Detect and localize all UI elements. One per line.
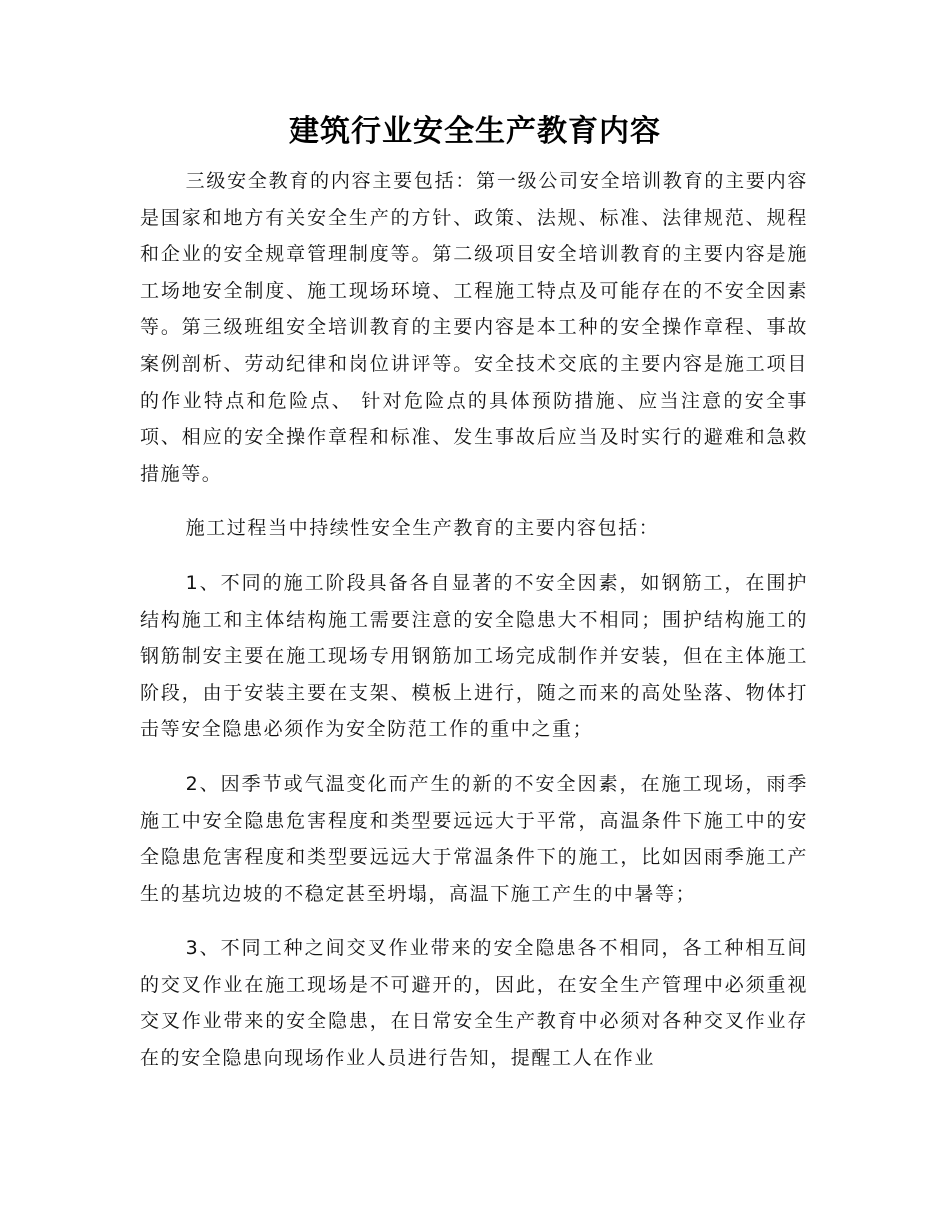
paragraph-continuous-education-intro: 施工过程当中持续性安全生产教育的主要内容包括：: [185, 517, 660, 540]
paragraph-item-2: 2、因季节或气温变化而产生的新的不安全因素，在施工现场，雨季施工中安全隐患危害程度和类型要远远大于平常，高温条件下施工中的安全隐患危害程度和类型要远远大于常温条件下的施工，比如因雨季施工产生的基坑边坡的不稳定甚至坍塌，高温下施工产生的中暑等；: [140, 772, 808, 905]
paragraph-item-1: 1、不同的施工阶段具备各自显著的不安全因素，如钢筋工，在围护结构施工和主体结构施工需要注意的安全隐患大不相同；围护结构施工的钢筋制安主要在施工现场专用钢筋加工场完成制作并安装，但在主体施工阶段，由于安装主要在支架、模板上进行，随之而来的高处坠落、物体打击等安全隐患必须作为安全防范工作的重中之重；: [140, 571, 808, 741]
document-title: 建筑行业安全生产教育内容: [289, 114, 661, 149]
paragraph-item-3: 3、不同工种之间交叉作业带来的安全隐患各不相同，各工种相互间的交叉作业在施工现场是不可避开的，因此，在安全生产管理中必须重视交叉作业带来的安全隐患，在日常安全生产教育中必须对各种交叉作业存在的安全隐患向现场作业人员进行告知，提醒工人在作业: [140, 937, 808, 1070]
paragraph-three-level-education: 三级安全教育的内容主要包括：第一级公司安全培训教育的主要内容是国家和地方有关安全生产的方针、政策、法规、标准、法律规范、规程和企业的安全规章管理制度等。第二级项目安全培训教育的主要内容是施工场地安全制度、施工现场环境、工程施工特点及可能存在的不安全因素等。第三级班组安全培训教育的主要内容是本工种的安全操作章程、事故案例剖析、劳动纪律和岗位讲评等。安全技术交底的主要内容是施工项目的作业特点和危险点、 针对危险点的具体预防措施、应当注意的安全事项、相应的安全操作章程和标准、发生事故后应当及时实行的避难和急救措施等。: [140, 170, 808, 485]
document-body: [140, 163, 808, 1077]
